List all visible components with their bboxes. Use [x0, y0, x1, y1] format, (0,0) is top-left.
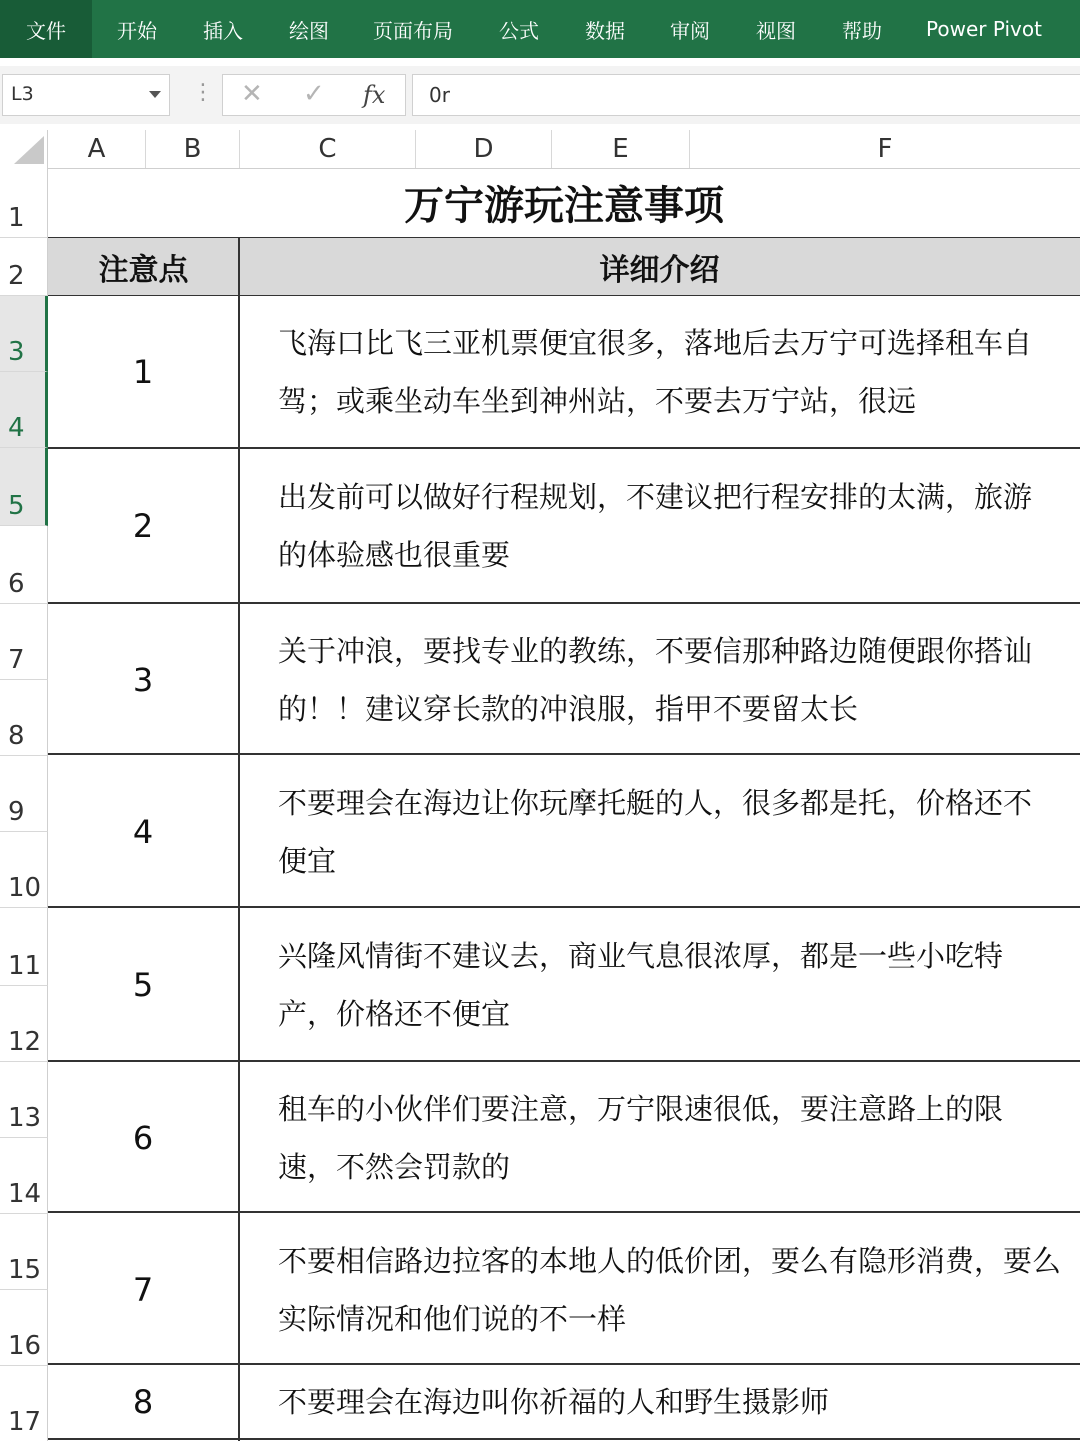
item-detail-7[interactable]: 不要相信路边拉客的本地人的低价团，要么有隐形消费，要么实际情况和他们说的不一样 — [278, 1244, 1062, 1336]
item-number-5[interactable]: 5 — [132, 966, 154, 1004]
item-detail-6[interactable]: 租车的小伙伴们要注意，万宁限速很低，要注意路上的限速，不然会罚款的 — [278, 1092, 1004, 1184]
row-header-2[interactable]: 2 — [0, 238, 48, 296]
row-header-12[interactable]: 12 — [0, 986, 48, 1062]
tab-file[interactable]: 文件 — [0, 0, 92, 58]
row-header-16[interactable]: 16 — [0, 1290, 48, 1366]
insert-function-icon[interactable]: fx — [363, 81, 386, 109]
select-all-icon — [14, 136, 44, 164]
item-detail-1[interactable]: 飞海口比飞三亚机票便宜很多，落地后去万宁可选择租车自驾；或乘坐动车坐到神州站，不要去万宁站，很远 — [278, 326, 1033, 418]
header-detail[interactable]: 详细介绍 — [239, 238, 1080, 296]
tab-home[interactable]: 开始 — [117, 18, 157, 43]
row-border — [48, 1211, 1080, 1213]
row-header-9[interactable]: 9 — [0, 756, 48, 832]
column-header-a[interactable]: A — [48, 130, 146, 168]
column-header — [0, 130, 1080, 169]
row-header-14[interactable]: 14 — [0, 1138, 48, 1214]
cancel-icon[interactable]: ✕ — [241, 79, 263, 109]
row-header-11[interactable]: 11 — [0, 908, 48, 986]
tab-insert[interactable]: 插入 — [203, 18, 243, 43]
column-header-c[interactable]: C — [240, 130, 416, 168]
formula-input[interactable]: 0r — [412, 74, 1080, 116]
row-header-8[interactable]: 8 — [0, 680, 48, 756]
tab-power-pivot[interactable]: Power Pivot — [926, 17, 1042, 41]
item-number-6[interactable]: 6 — [132, 1119, 154, 1157]
enter-icon[interactable]: ✓ — [303, 79, 325, 109]
row-header-15[interactable]: 15 — [0, 1214, 48, 1290]
name-box-value: L3 — [11, 83, 34, 105]
row-header-13[interactable]: 13 — [0, 1062, 48, 1138]
header-point[interactable]: 注意点 — [48, 238, 239, 296]
select-all-button[interactable] — [0, 130, 48, 168]
drag-handle-icon[interactable]: ⋮ — [192, 80, 214, 105]
tab-review[interactable]: 审阅 — [670, 18, 710, 43]
row-header-3[interactable]: 3 — [0, 296, 48, 372]
column-header-d[interactable]: D — [416, 130, 552, 168]
tab-draw[interactable]: 绘图 — [289, 18, 329, 43]
column-header-b[interactable]: B — [146, 130, 240, 168]
row-border — [48, 1438, 1080, 1440]
tab-help[interactable]: 帮助 — [842, 18, 882, 43]
formula-buttons — [222, 74, 406, 116]
row-header-6[interactable]: 6 — [0, 526, 48, 604]
row-header-1[interactable]: 1 — [0, 168, 48, 238]
item-detail-8[interactable]: 不要理会在海边叫你祈福的人和野生摄影师 — [278, 1385, 830, 1419]
tab-page-layout[interactable]: 页面布局 — [373, 18, 453, 43]
item-detail-2[interactable]: 出发前可以做好行程规划，不建议把行程安排的太满，旅游的体验感也很重要 — [278, 480, 1033, 572]
tab-view[interactable]: 视图 — [756, 18, 796, 43]
item-number-7[interactable]: 7 — [132, 1271, 154, 1309]
item-detail-5[interactable]: 兴隆风情街不建议去，商业气息很浓厚，都是一些小吃特产，价格还不便宜 — [278, 939, 1004, 1031]
row-border — [48, 753, 1080, 755]
item-number-4[interactable]: 4 — [132, 813, 154, 851]
item-number-3[interactable]: 3 — [132, 661, 154, 699]
row-border — [48, 1363, 1080, 1365]
column-divider — [238, 238, 240, 1441]
row-header-7[interactable]: 7 — [0, 604, 48, 680]
row-header-5[interactable]: 5 — [0, 448, 48, 526]
column-header-e[interactable]: E — [552, 130, 690, 168]
chevron-down-icon[interactable] — [149, 91, 161, 98]
tab-data[interactable]: 数据 — [585, 18, 625, 43]
item-detail-4[interactable]: 不要理会在海边让你玩摩托艇的人，很多都是托，价格还不便宜 — [278, 786, 1033, 878]
item-number-8[interactable]: 8 — [132, 1383, 154, 1421]
formula-bar — [0, 66, 1080, 124]
name-box[interactable] — [2, 74, 170, 116]
row-header-17[interactable]: 17 — [0, 1366, 48, 1441]
item-detail-3[interactable]: 关于冲浪，要找专业的教练，不要信那种路边随便跟你搭讪的！！建议穿长款的冲浪服，指甲不要留太长 — [278, 634, 1033, 726]
row-header-4[interactable]: 4 — [0, 372, 48, 448]
item-number-1[interactable]: 1 — [132, 353, 154, 391]
ribbon-tab-bar — [0, 0, 1080, 58]
tab-formulas[interactable]: 公式 — [499, 18, 539, 43]
item-number-2[interactable]: 2 — [132, 507, 154, 545]
column-header-f[interactable]: F — [877, 134, 893, 164]
row-header-10[interactable]: 10 — [0, 832, 48, 908]
sheet-title[interactable]: 万宁游玩注意事项 — [48, 168, 1080, 238]
